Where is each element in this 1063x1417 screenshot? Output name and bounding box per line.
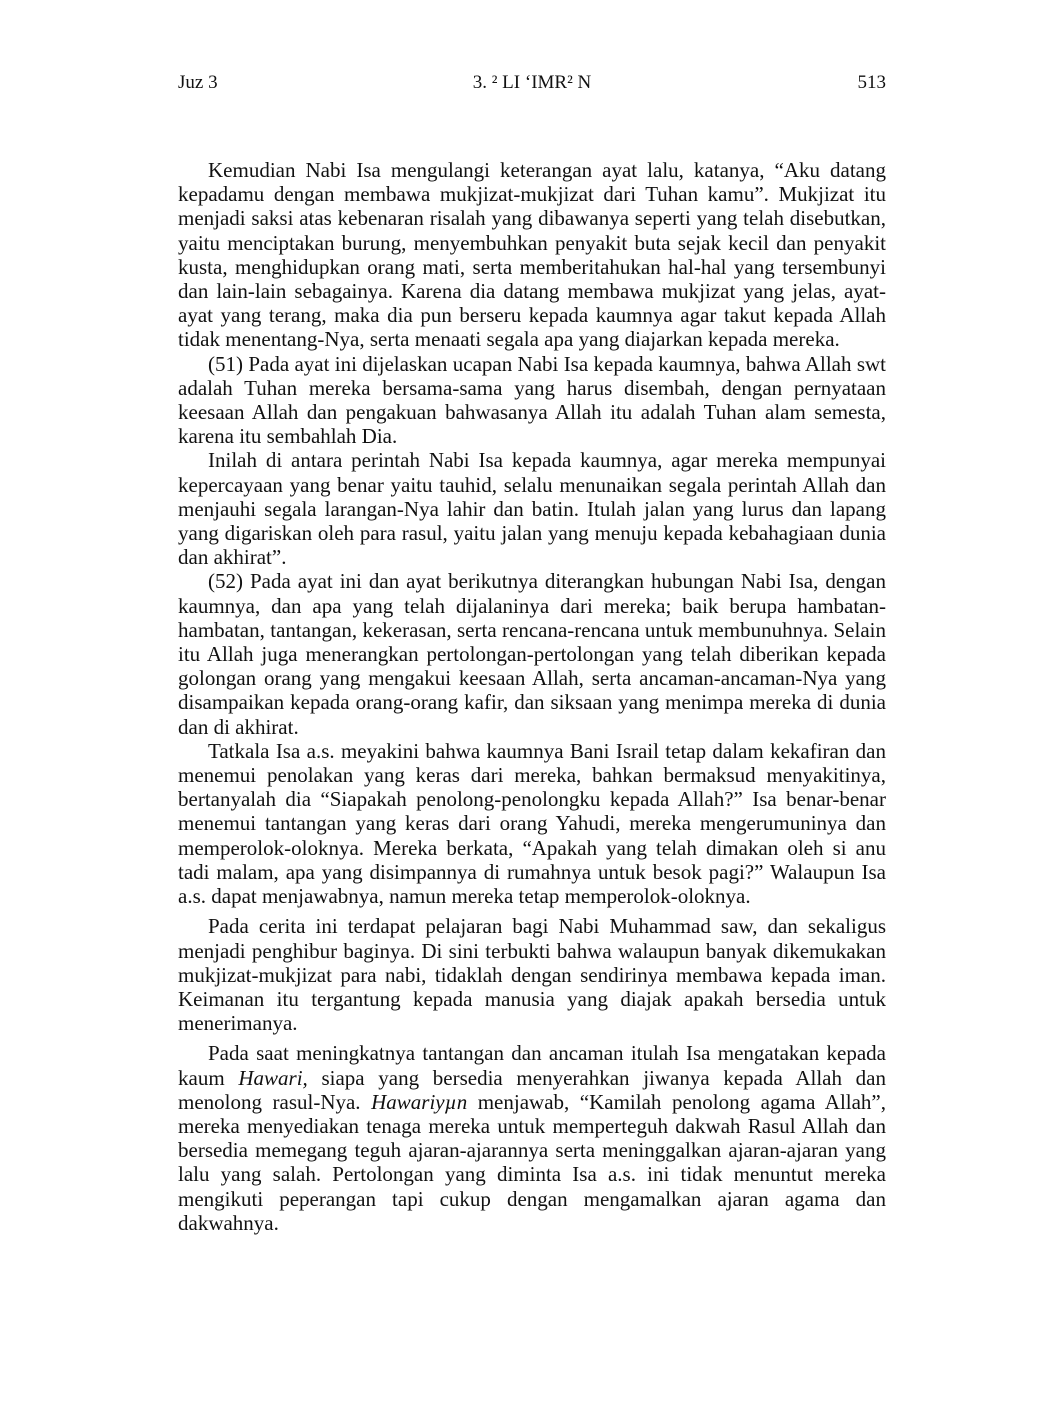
paragraph-7-part-1: Pada saat meningkatnya tantangan dan ancaman itulah Isa mengatakan kepada kaum	[178, 1041, 886, 1090]
paragraph-5: Tatkala Isa a.s. meyakini bahwa kaumnya Bani Israil tetap dalam kekafiran dan menemui penolakan yang keras dari mereka, bahkan bermaksud menyakitinya, bertanyalah dia “Siapakah penolong-penolongku kepada Allah?” Isa benar-benar menemui tantangan yang keras dari orang Yahudi, mereka mengerumuninya dan memperolok-oloknya. Mereka berkata, “Apakah yang telah dimakan oleh si anu tadi malam, apa yang disimpannya di rumahnya untuk besok pagi?” Walaupun Isa a.s. dapat menjawabnya, namun mereka tetap memperolok-oloknya.	[178, 738, 886, 909]
term-hawariyun: Hawariyµn	[371, 1089, 468, 1114]
term-hawari: Hawari,	[238, 1065, 308, 1090]
paragraph-2: (51) Pada ayat ini dijelaskan ucapan Nabi Isa kepada kaumnya, bahwa Allah swt adalah Tuhan mereka bersama-sama yang harus disembah, dengan pernyataan keesaan Allah dan pengakuan bahwasanya Allah itu adalah Tuhan alam semesta, karena itu sembahlah Dia.	[178, 351, 886, 449]
page-header	[178, 72, 886, 98]
surah-title: 3. ² LI ‘IMR² N	[472, 72, 592, 93]
paragraph-7-part-2: siapa yang bersedia menyerahkan jiwanya kepada Allah dan menolong rasul-Nya.	[178, 1065, 886, 1114]
paragraph-3: Inilah di antara perintah Nabi Isa kepada kaumnya, agar mereka mempunyai kepercayaan yang benar yaitu tauhid, selalu menunaikan segala perintah Allah dan menjauhi segala larangan-Nya lahir dan batin. Itulah jalan yang lurus dan lapang yang digariskan oleh para rasul, yaitu jalan yang menuju kepada kebahagiaan dunia dan akhirat”.	[178, 448, 886, 570]
body-text	[178, 158, 886, 1235]
paragraph-7	[178, 1041, 886, 1235]
paragraph-1: Kemudian Nabi Isa mengulangi keterangan ayat lalu, katanya, “Aku datang kepadamu dengan membawa mukjizat-mukjizat dari Tuhan kamu”. Mukjizat itu menjadi saksi atas kebenaran risalah yang dibawanya seperti yang telah disebutkan, yaitu menciptakan burung, menyembuhkan penyakit buta sejak kecil dan penyakit kusta, menghidupkan orang mati, serta memberitahukan hal-hal yang tersembunyi dan lain-lain sebagainya. Karena dia datang membawa mukjizat yang jelas, ayat-ayat yang terang, maka dia pun berseru kepada kaumnya agar takut kepada Allah tidak menentang-Nya, serta menaati segala apa yang diajarkan kepada mereka.	[178, 158, 886, 352]
paragraph-7-part-3: menjawab, “Kamilah penolong agama Allah”, mereka menyediakan tenaga mereka untuk memperteguh dakwah Rasul Allah dan bersedia memegang teguh ajaran-ajarannya serta meninggalkan ajaran-ajaran yang lalu yang salah. Pertolongan yang diminta Isa a.s. ini tidak menuntut mereka mengikuti peperangan tapi cukup dengan mengamalkan ajaran agama dan dakwahnya.	[178, 1089, 887, 1235]
page-number: 513	[857, 72, 886, 93]
paragraph-4: (52) Pada ayat ini dan ayat berikutnya diterangkan hubungan Nabi Isa, dengan kaumnya, dan apa yang telah dijalaninya dari mereka; baik berupa hambatan-hambatan, tantangan, kekerasan, serta rencana-rencana untuk membunuhnya. Selain itu Allah juga menerangkan pertolongan-pertolongan yang telah diberikan kepada golongan orang yang mengakui keesaan Allah, serta ancaman-ancaman-Nya yang disampaikan kepada orang-orang kafir, dan siksaan yang menimpa mereka di dunia dan di akhirat.	[178, 569, 886, 739]
juz-label: Juz 3	[178, 72, 218, 93]
paragraph-6: Pada cerita ini terdapat pelajaran bagi Nabi Muhammad saw, dan sekaligus menjadi penghibur baginya. Di sini terbukti bahwa walaupun banyak dikemukakan mukjizat-mukjizat para nabi, tidaklah dengan sendirinya membawa kepada iman. Keimanan itu tergantung kepada manusia yang diajak apakah bersedia untuk menerimanya.	[178, 914, 886, 1036]
